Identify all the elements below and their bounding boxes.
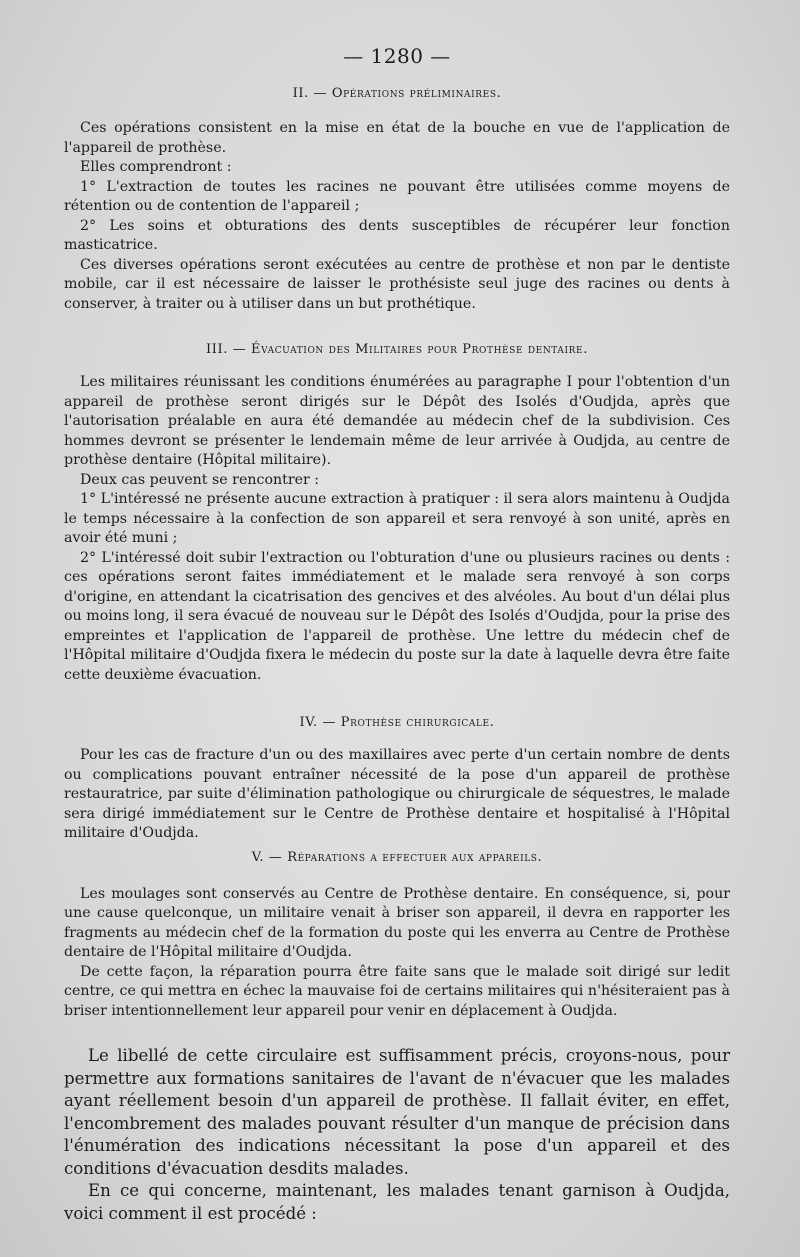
section-heading-2: II. — Opérations préliminaires.	[292, 86, 502, 101]
section-heading-5: V. — Réparations a effectuer aux appareils.	[251, 849, 543, 865]
paragraph: Elles comprendront :	[80, 159, 232, 175]
list-item: 1° L'extraction de toutes les racines ne pouvant être utilisées comme moyens de rétention ou de contention de l'appareil ;	[64, 178, 730, 214]
page-number: — 1280 —	[343, 44, 451, 68]
paragraph: Deux cas peuvent se rencontrer :	[80, 471, 320, 488]
paragraph: Le libellé de cette circulaire est suffisamment précis, croyons-nous, pour permettre aux formations sanitaires de l'avant de n'évacuer que les malades ayant réellement besoin d'un appareil de prothèse. Il fallait éviter, en effet, l'encombrement des malades pouvant résulter d'un manque de précision dans l'énumération des indications nécessitant la pose d'un appareil et des conditions d'évacuation desdits malades.	[64, 1046, 730, 1178]
paragraph: Les moulages sont conservés au Centre de Prothèse dentaire. En conséquence, si, pour une cause quelconque, un militaire venait à briser son appareil, il devra en rapporter les fragments au médecin chef de la formation du poste qui les enverra au Centre de Prothèse dentaire de l'Hôpital militaire d'Oudjda.	[64, 885, 730, 960]
paragraph: Pour les cas de fracture d'un ou des maxillaires avec perte d'un certain nombre de dents ou complications pouvant entraîner nécessité de la pose d'un appareil de prothèse restauratrice, par suite d'élimination pathologique ou chirurgicale de séquestres, le malade sera dirigé immédiatement sur le Centre de Prothèse dentaire et hospitalisé à l'Hôpital militaire d'Oudjda.	[64, 747, 730, 841]
closing-text	[64, 1045, 730, 1225]
paragraph: De cette façon, la réparation pourra être faite sans que le malade soit dirigé sur ledit centre, ce qui mettra en échec la mauvaise foi de certains militaires qui n'hésiteraient pas à briser intentionnellement leur appareil pour venir en déplacement à Oudjda.	[64, 963, 730, 1019]
paragraph: Les militaires réunissant les conditions énumérées au paragraphe I pour l'obtention d'un appareil de prothèse seront dirigés sur le Dépôt des Isolés d'Oudjda, après que l'autorisation préalable en aura été demandée au médecin chef de la subdivision. Ces hommes devront se présenter le lendemain même de leur arrivée à Oudjda, au centre de prothèse dentaire (Hôpital militaire).	[64, 374, 730, 468]
list-item: 2° Les soins et obturations des dents susceptibles de récupérer leur fonction masticatrice.	[64, 217, 730, 253]
list-item: 1° L'intéressé ne présente aucune extraction à pratiquer : il sera alors maintenu à Oudjda le temps nécessaire à la confection de son appareil et sera renvoyé à son unité, après en avoir été muni ;	[64, 491, 730, 546]
list-item: 2° L'intéressé doit subir l'extraction ou l'obturation d'une ou plusieurs racines ou dents : ces opérations seront faites immédiatement et le malade sera renvoyé à son corps d'origine, en attendant la cicatrisation des gencives et des alvéoles. Au bout d'un délai plus ou moins long, il sera évacué de nouveau sur le Dépôt des Isolés d'Oudjda, pour la prise des empreintes et l'application de l'appareil de prothèse. Une lettre du médecin chef de l'Hôpital militaire d'Oudjda fixera le médecin du poste sur la date à laquelle devra être faite cette deuxième évacuation.	[64, 549, 730, 683]
paragraph: Ces opérations consistent en la mise en état de la bouche en vue de l'application de l'appareil de prothèse.	[64, 120, 730, 156]
section-heading-3: III. — Évacuation des Militaires pour Prothèse dentaire.	[206, 342, 588, 357]
paragraph: Ces diverses opérations seront exécutées au centre de prothèse et non par le dentiste mobile, car il est nécessaire de laisser le prothésiste seul juge des racines ou dents à conserver, à traiter ou à utiliser dans un but prothétique.	[64, 256, 730, 312]
section-heading-4: IV. — Prothèse chirurgicale.	[299, 715, 495, 730]
paragraph: En ce qui concerne, maintenant, les malades tenant garnison à Oudjda, voici comment il est procédé :	[64, 1181, 730, 1223]
